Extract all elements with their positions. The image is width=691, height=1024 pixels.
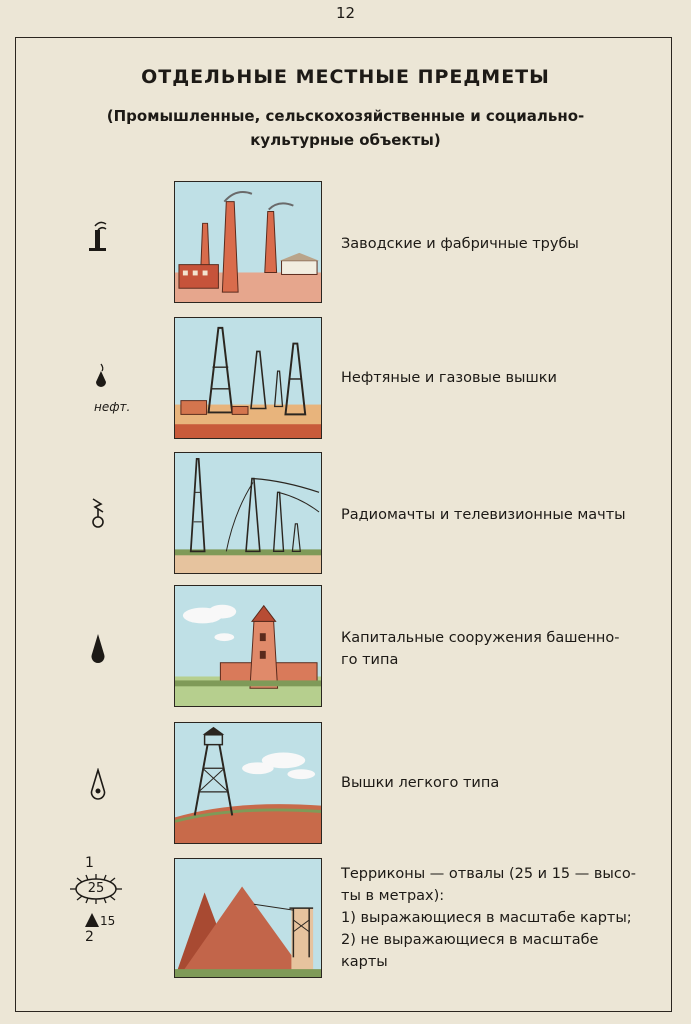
towers-label: [341, 627, 651, 671]
page-number: 12: [335, 4, 356, 22]
page-title: ОТДЕЛЬНЫЕ МЕСТНЫЕ ПРЕДМЕТЫ: [141, 66, 550, 88]
spoil-heaps-label-line-4: 2) не выражающиеся в масштабе: [341, 932, 599, 948]
light-tower-picture: [174, 722, 322, 844]
factory-chimneys-picture: [174, 181, 322, 303]
spoil-heaps-label-line-2: ты в метрах):: [341, 888, 445, 904]
radio-masts-label: [341, 504, 651, 526]
subtitle-line-2: культурные объекты): [250, 131, 441, 149]
spoil-heap-number-2: 2: [85, 929, 94, 945]
light-tower-symbol-icon: [60, 768, 135, 804]
spoil-heap-small-symbol: [60, 909, 135, 929]
tower-building-picture: [174, 585, 322, 707]
towers-label-line-1: Капитальные сооружения башенно-: [341, 630, 620, 646]
spoil-heaps-label-line-3: 1) выражающиеся в масштабе карты;: [341, 910, 632, 926]
radio-masts-label-line-1: Радиомачты и телевизионные мачты: [341, 507, 626, 523]
chimneys-label-line-1: Заводские и фабричные трубы: [341, 236, 579, 252]
derrick-symbol: [60, 362, 135, 415]
spoil-heaps-label-line-5: карты: [341, 954, 388, 970]
page-subtitle: [70, 104, 621, 152]
tower-symbol-icon: [60, 632, 135, 668]
radio-masts-picture: [174, 452, 322, 574]
spoil-heap-height-2: 15: [100, 914, 116, 928]
derricks-label: [341, 367, 651, 389]
spoil-heaps-label: [341, 863, 651, 973]
spoil-heap-scale-symbol: [68, 873, 124, 905]
spoil-heap-number-1: 1: [85, 855, 94, 871]
radio-mast-symbol-icon: [60, 495, 135, 535]
spoil-heap-height-1: 25: [87, 881, 105, 896]
spoil-heaps-picture: [174, 858, 322, 978]
derrick-symbol-text: нефт.: [94, 400, 131, 414]
oil-derricks-picture: [174, 317, 322, 439]
light-towers-label-line-1: Вышки легкого типа: [341, 775, 500, 791]
spoil-heaps-label-line-1: Терриконы — отвалы (25 и 15 — высо-: [341, 866, 636, 882]
chimney-symbol-icon: [60, 216, 135, 260]
spoil-heap-triangle-icon: [84, 912, 100, 928]
towers-label-line-2: го типа: [341, 652, 399, 668]
derrick-symbol-icon: [94, 362, 108, 392]
derricks-label-line-1: Нефтяные и газовые вышки: [341, 370, 557, 386]
chimneys-label: [341, 233, 651, 255]
spoil-heap-symbols: [60, 855, 135, 945]
subtitle-line-1: (Промышленные, сельскохозяйственные и социально-: [106, 107, 585, 125]
light-towers-label: [341, 772, 651, 794]
